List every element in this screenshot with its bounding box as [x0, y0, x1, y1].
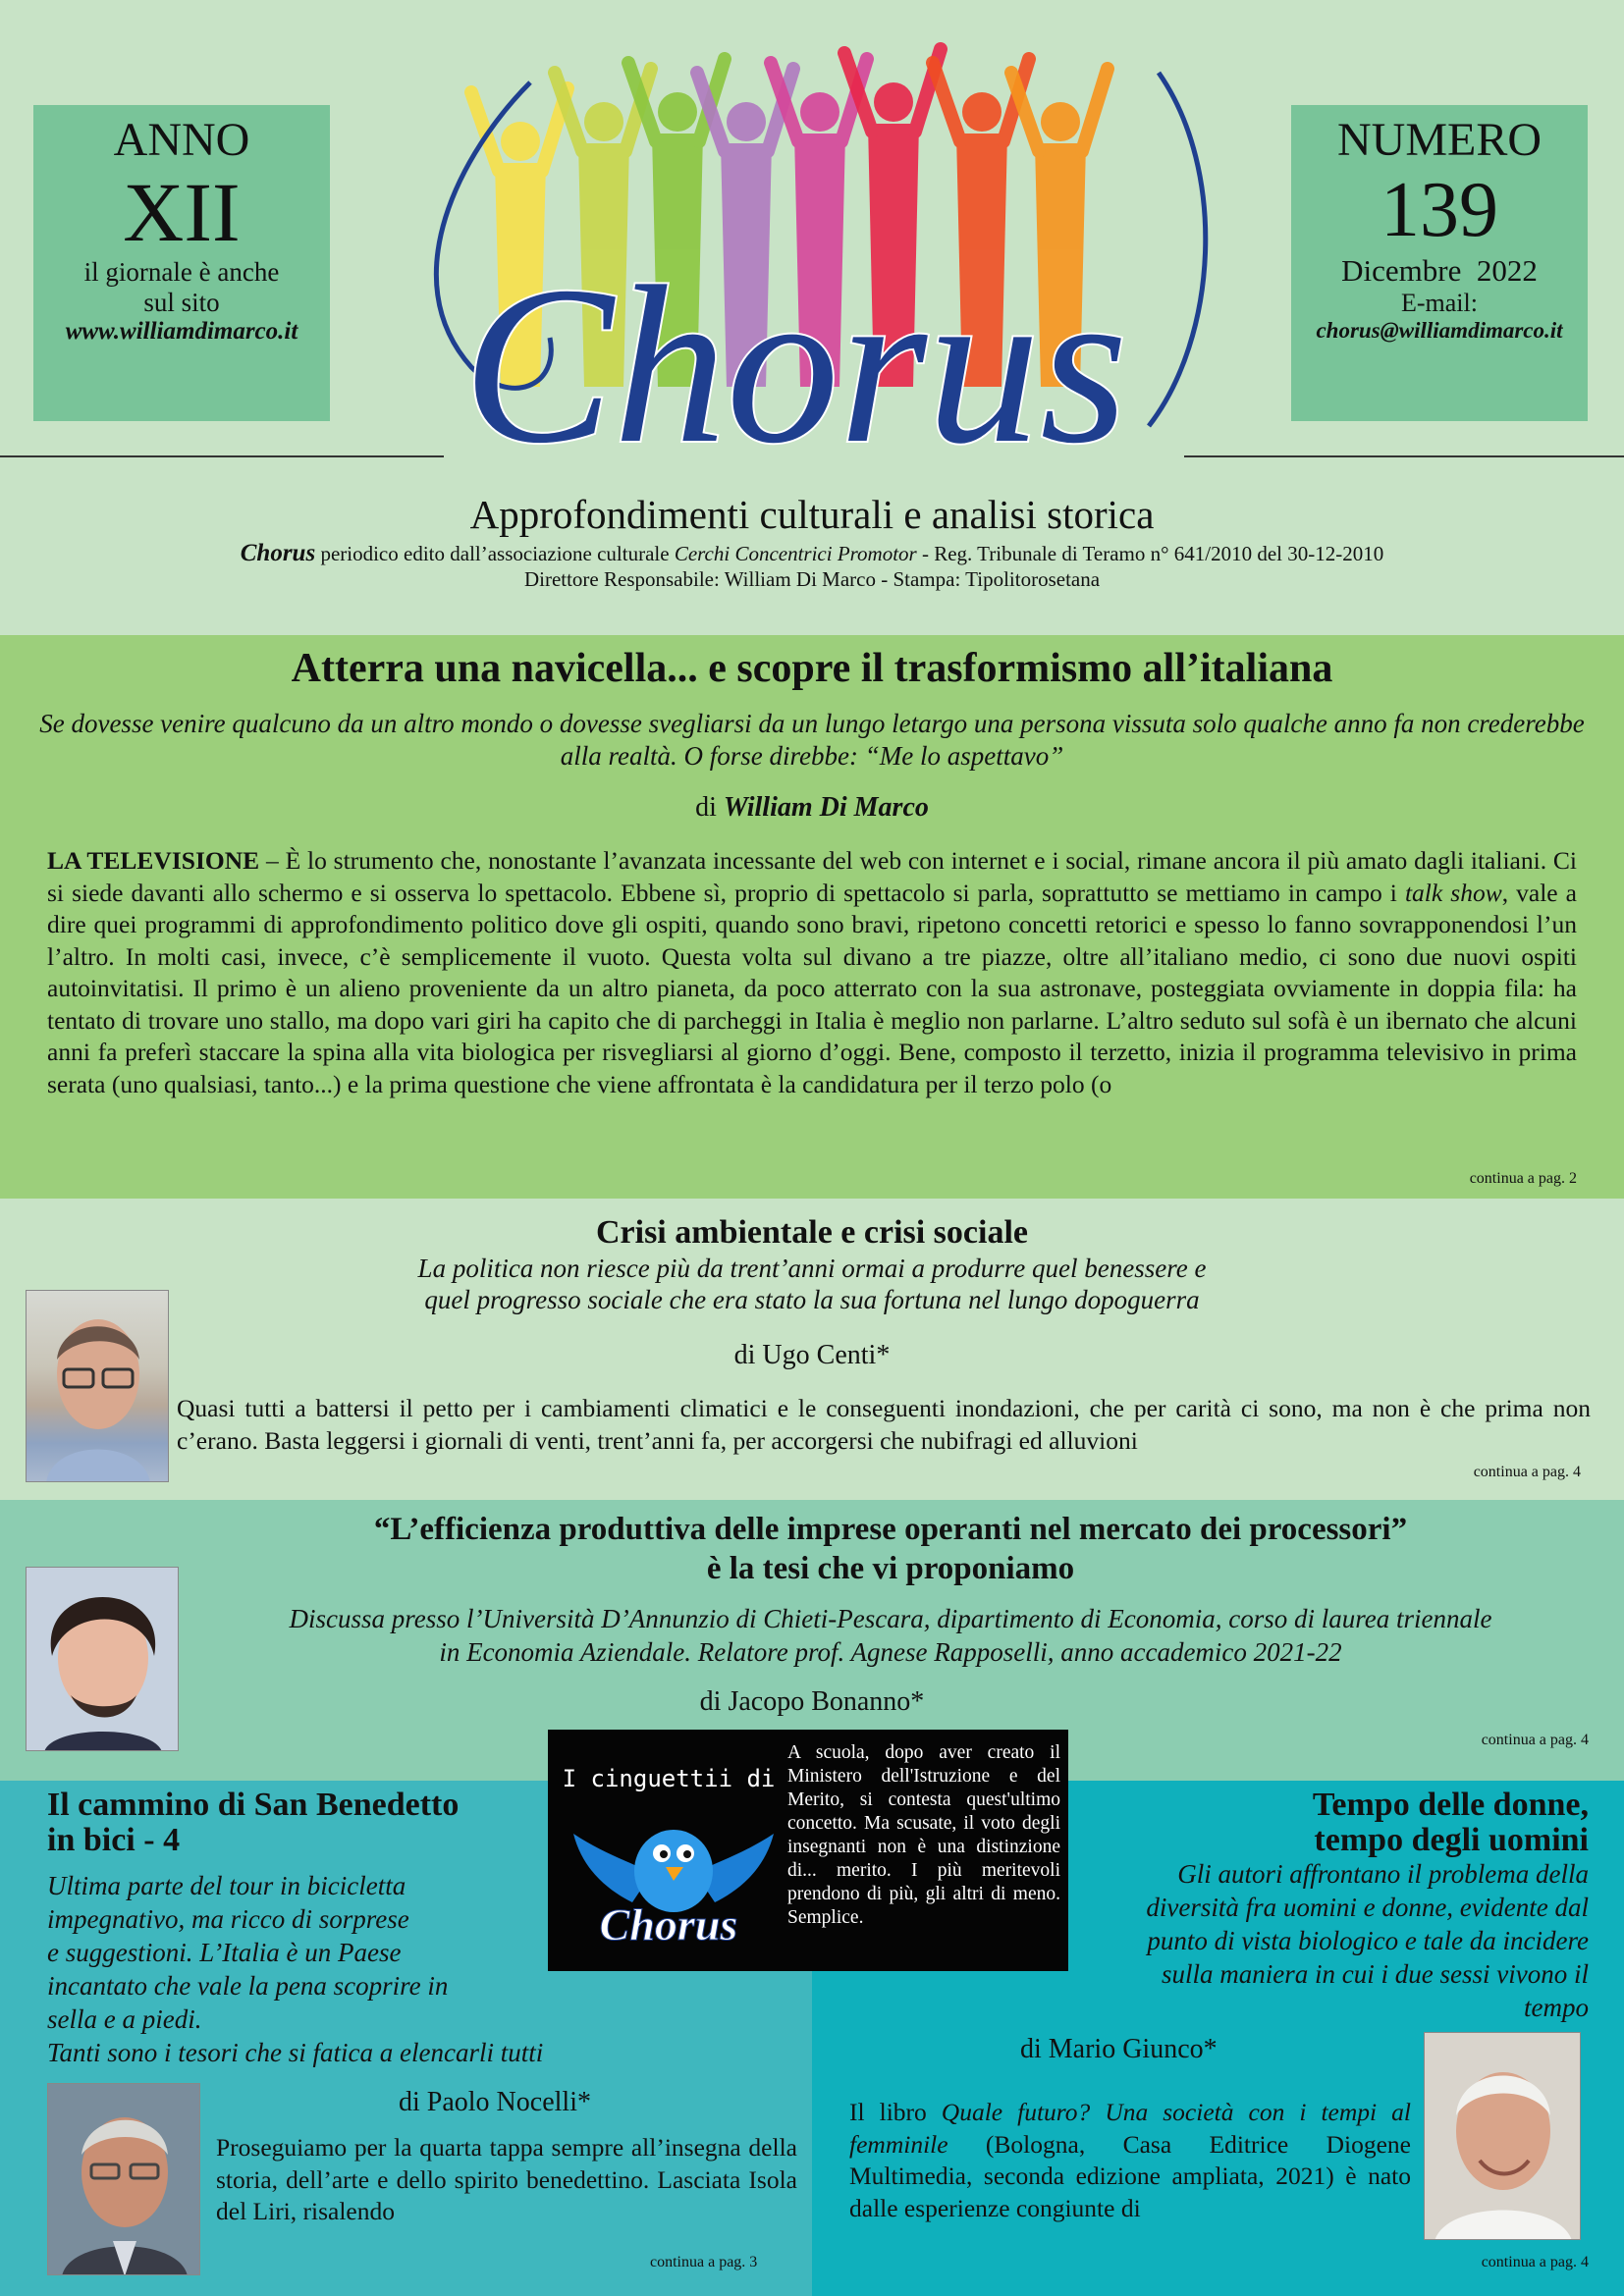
- lead-article-byline: [0, 792, 1624, 824]
- article-tempo-subtitle-5: tempo: [1524, 1993, 1589, 2022]
- article-tempo-body: [849, 2097, 1411, 2224]
- article-cammino: [0, 1781, 812, 2296]
- lead-article-author: William Di Marco: [723, 792, 929, 823]
- masthead-info-name: Chorus: [240, 540, 316, 566]
- paolo-nocelli-portrait-icon: [48, 2084, 200, 2275]
- article-tempo-body-a: Il libro: [849, 2098, 942, 2126]
- cinguettii-logo-top: I cinguettii di: [562, 1765, 776, 1792]
- lead-article-body-b: , vale a dire quei programmi di approfondimento politico dove gli ospiti, quando sono bravi, ripetono concetti retorici e spesso lo fanno sovrapponendosi l’un l’altro. In molti casi, invece, c’è semplicemente il vuoto. Questa volta sul divano a tre piazze, oltre all’italiano medio, ci sono due nuovi ospiti autoinvitatisi. Il primo è un alieno proveniente da un altro pianeta, da poco atterrato con la sua astronave, posteggiata ovviamente in doppia fila: ha tentato di trovare uno stallo, ma dopo vari giri ha capito che di parcheggi in Italia è meglio non parlarne. L’altro seduto sul sofà è un ibernato che alcuni anni fa preferì staccare la spina alla vita biologica per risvegliarsi al giorno d’oggi. Bene, composto il terzetto, inizia il programma televisivo in prima serata (uno qualsiasi, tanto...) e la prima questione che viene affrontata è la candidatura per il terzo polo (o: [47, 878, 1577, 1098]
- article-cammino-body: Proseguiamo per la quarta tappa sempre all’insegna della storia, dell’arte e dello spirito benedettino. Lasciata Isola del Liri, risalendo: [216, 2133, 797, 2225]
- article-tempo-title-2[interactable]: tempo degli uomini: [1314, 1822, 1589, 1858]
- article-cammino-subtitle-5: sella e a piedi.: [47, 2004, 202, 2034]
- masthead-info: [0, 540, 1624, 567]
- article-tempo-subtitle-2: diversità fra uomini e donne, evidente dal: [1146, 1893, 1589, 1922]
- numero-value: 139: [1380, 167, 1498, 253]
- article-crisi-subtitle-1: La politica non riesce più da trent’anni ormai a produrre quel benessere e: [417, 1254, 1207, 1283]
- article-cammino-title-2[interactable]: in bici - 4: [47, 1822, 181, 1858]
- masthead-info-assoc: Cerchi Concentrici Promotor: [674, 542, 917, 565]
- anno-value: XII: [123, 165, 241, 259]
- anno-box: [33, 105, 330, 421]
- article-tempo-body-b: (Bologna, Casa Editrice Diogene Multimedia, seconda edizione ampliata, 2021) è nato dalle esperienze congiunte di: [849, 2129, 1411, 2222]
- article-tesi-subtitle-2: in Economia Aziendale. Relatore prof. Agnese Rapposelli, anno accademico 2021-22: [439, 1637, 1342, 1667]
- lead-article-body-em: talk show: [1404, 878, 1502, 907]
- lead-article-subtitle: Se dovesse venire qualcuno da un altro mondo o dovesse svegliarsi da un lungo letargo una persona vissuta solo qualche anno fa non crederebbe alla realtà. O forse direbbe: “Me lo aspettavo”: [39, 709, 1585, 771]
- email-label: E-mail:: [1401, 289, 1478, 317]
- masthead-rule-left: [0, 455, 444, 457]
- numero-label: NUMERO: [1336, 114, 1542, 166]
- article-crisi: [0, 1199, 1624, 1500]
- mario-giunco-portrait-icon: [1425, 2033, 1581, 2240]
- ugo-centi-portrait-icon: [27, 1291, 169, 1482]
- article-cammino-byline: di Paolo Nocelli*: [399, 2087, 591, 2117]
- article-tempo-title-1[interactable]: Tempo delle donne,: [1312, 1787, 1589, 1823]
- article-tempo-subtitle-3: punto di vista biologico e tale da incidere: [1147, 1926, 1589, 1955]
- jacopo-bonanno-photo: [26, 1567, 179, 1751]
- jacopo-bonanno-portrait-icon: [27, 1568, 179, 1751]
- chorus-logo: [403, 14, 1227, 475]
- website-link[interactable]: www.williamdimarco.it: [65, 318, 298, 345]
- byline-prefix: di: [695, 792, 724, 823]
- anno-line1: il giornale è anche: [83, 257, 280, 287]
- article-cammino-continue-link[interactable]: continua a pag. 3: [650, 2254, 758, 2270]
- article-tesi-byline: di Jacopo Bonanno*: [699, 1686, 925, 1717]
- article-tempo-byline: di Mario Giunco*: [1020, 2034, 1218, 2064]
- article-tempo: [812, 1781, 1624, 2296]
- lead-article-body-a: – È lo strumento che, nonostante l’avanzata incessante del web con internet e i social, rimane ancora il più amato dagli italiani. Ci si siede davanti allo schermo e si osserva lo spettacolo. Ebbene sì, proprio di spettacolo si parla, soprattutto se mettiamo in campo i: [47, 846, 1577, 907]
- lead-article-continue-link[interactable]: continua a pag. 2: [1469, 1170, 1577, 1187]
- masthead-rule-right: [1184, 455, 1624, 457]
- article-tempo-subtitle-1: Gli autori affrontano il problema della: [1177, 1859, 1589, 1889]
- article-cammino-subtitle-1: Ultima parte del tour in bicicletta: [47, 1871, 406, 1900]
- article-tesi-title-1[interactable]: “L’efficienza produttiva delle imprese operanti nel mercato dei processori”: [373, 1512, 1408, 1547]
- numero-box: [1291, 105, 1588, 421]
- cinguettii-text: A scuola, dopo aver creato il Ministero dell'Istruzione e del Merito, si contesta quest'ultimo concetto. Ma scusate, il voto degli insegnanti non è una distinzione di... merito. I più meritevoli prendono di più, gli altri di meno. Semplice.: [787, 1742, 1060, 1928]
- article-crisi-subtitle-2: quel progresso sociale che era stato la sua fortuna nel lungo dopoguerra: [424, 1285, 1200, 1314]
- article-crisi-continue-link[interactable]: continua a pag. 4: [1473, 1464, 1581, 1480]
- article-cammino-subtitle-2: impegnativo, ma ricco di sorprese: [47, 1904, 409, 1934]
- article-crisi-byline: di Ugo Centi*: [733, 1340, 891, 1370]
- article-tesi-title-2[interactable]: è la tesi che vi proponiamo: [706, 1551, 1075, 1586]
- email-link[interactable]: chorus@williamdimarco.it: [1316, 318, 1563, 343]
- anno-label: ANNO: [113, 114, 250, 166]
- masthead-info-a: periodico edito dall’associazione culturale: [315, 542, 675, 565]
- article-cammino-subtitle-6: Tanti sono i tesori che si fatica a elencarli tutti: [47, 2038, 544, 2067]
- masthead-info-b: - Reg. Tribunale di Teramo n° 641/2010 del 30-12-2010: [916, 542, 1384, 565]
- article-tempo-body-em: Quale futuro? Una società con i tempi al femminile: [849, 2098, 1411, 2159]
- anno-line2: sul sito: [143, 288, 220, 317]
- cinguettii-logo-bottom: Chorus: [599, 1899, 738, 1949]
- article-cammino-subtitle-3: e suggestioni. L’Italia è un Paese: [47, 1938, 402, 1967]
- mario-giunco-photo: [1424, 2032, 1581, 2240]
- article-crisi-title[interactable]: Crisi ambientale e crisi sociale: [595, 1214, 1028, 1251]
- article-cammino-subtitle-4: incantato che vale la pena scoprire in: [47, 1971, 449, 2001]
- article-cammino-title-1[interactable]: Il cammino di San Benedetto: [47, 1787, 460, 1823]
- article-tesi-subtitle-1: Discussa presso l’Università D’Annunzio di Chieti-Pescara, dipartimento di Economia, corso di laurea triennale: [289, 1604, 1492, 1633]
- ugo-centi-photo: [26, 1290, 169, 1482]
- lead-article-body: [47, 845, 1577, 1169]
- article-crisi-body: Quasi tutti a battersi il petto per i cambiamenti climatici e le conseguenti inondazioni, che per carità ci sono, ma non è che prima non c’erano. Basta leggersi i giornali di venti, trent’anni fa, per accorgersi che nubifragi ed alluvioni: [177, 1394, 1591, 1455]
- logo-text: Chorus: [462, 240, 1128, 475]
- masthead-info-line2: Direttore Responsabile: William Di Marco - Stampa: Tipolitorosetana: [523, 567, 1101, 591]
- logo-swoosh-right: [1149, 73, 1206, 426]
- lead-article: [0, 635, 1624, 1199]
- article-tempo-subtitle-4: sulla maniera in cui i due sessi vivono il: [1162, 1959, 1589, 1989]
- lead-article-kicker: LA TELEVISIONE: [47, 846, 260, 875]
- lead-article-title[interactable]: Atterra una navicella... e scopre il trasformismo all’italiana: [291, 646, 1333, 691]
- article-tesi-continue-link[interactable]: continua a pag. 4: [1481, 1732, 1589, 1748]
- article-tempo-continue-link[interactable]: continua a pag. 4: [1481, 2254, 1589, 2270]
- paolo-nocelli-photo: [47, 2083, 200, 2275]
- issue-date: Dicembre 2022: [1341, 253, 1538, 288]
- masthead-subtitle: Approfondimenti culturali e analisi storica: [469, 492, 1155, 537]
